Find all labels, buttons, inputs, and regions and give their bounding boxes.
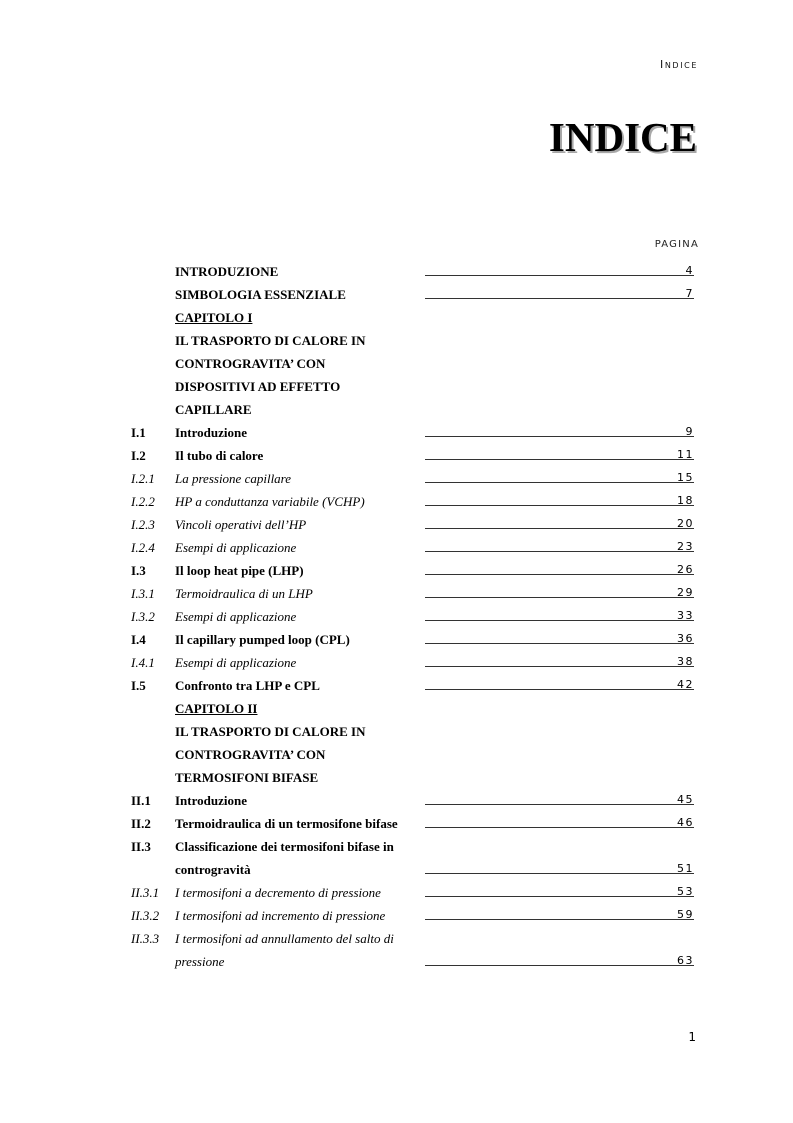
toc-entry-page: 63 [677, 954, 694, 967]
toc-entry-title: DISPOSITIVI AD EFFETTO [175, 379, 341, 394]
toc-entry[interactable] [0, 768, 793, 791]
toc-entry[interactable] [0, 423, 793, 446]
toc-entry[interactable] [0, 308, 793, 331]
toc-entry-title: La pressione capillare [175, 471, 292, 486]
toc-entry-number: II.3 [131, 839, 151, 854]
toc-entry-number: II.3.1 [131, 885, 160, 900]
toc-entry[interactable] [0, 906, 793, 929]
toc-entry-number: I.4 [131, 632, 146, 647]
toc-entry-title: Classificazione dei termosifoni bifase in [175, 839, 394, 854]
toc-entry[interactable] [0, 630, 793, 653]
toc-entry-page: 42 [677, 678, 694, 691]
toc-entry-title: controgravità [175, 862, 251, 877]
toc-entry-title: Introduzione [175, 425, 247, 440]
toc-entry-page: 45 [677, 793, 694, 806]
toc-entry-page: 26 [677, 563, 694, 576]
toc-entry[interactable] [0, 469, 793, 492]
toc-entry-number: I.2 [131, 448, 146, 463]
toc-entry-page: 18 [677, 494, 694, 507]
toc-entry[interactable] [0, 607, 793, 630]
toc-entry-title: Il loop heat pipe (LHP) [175, 563, 304, 578]
toc-entry-title: Termoidraulica di un termosifone bifase [175, 816, 398, 831]
toc-entry-title: INTRODUZIONE [175, 264, 279, 279]
toc-leader-line [425, 689, 694, 690]
toc-entry-number: I.2.2 [131, 494, 155, 509]
toc-entry[interactable] [0, 952, 793, 975]
toc-entry-title: Confronto tra LHP e CPL [175, 678, 320, 693]
toc-entry[interactable] [0, 653, 793, 676]
toc-entry[interactable] [0, 584, 793, 607]
toc-entry-title: I termosifoni ad incremento di pressione [175, 908, 386, 923]
toc-entry[interactable] [0, 377, 793, 400]
toc-entry-page: 29 [677, 586, 694, 599]
table-of-contents [0, 262, 793, 975]
toc-entry-number: I.2.1 [131, 471, 155, 486]
toc-leader-line [425, 666, 694, 667]
toc-entry[interactable] [0, 722, 793, 745]
toc-entry[interactable] [0, 791, 793, 814]
toc-entry-title: CAPILLARE [175, 402, 252, 417]
toc-leader-line [425, 873, 694, 874]
toc-entry-page: 46 [677, 816, 694, 829]
toc-entry-number: II.1 [131, 793, 151, 808]
toc-leader-line [425, 643, 694, 644]
toc-leader-line [425, 505, 694, 506]
toc-entry[interactable] [0, 929, 793, 952]
toc-entry-title: pressione [175, 954, 225, 969]
toc-entry-page: 9 [685, 425, 694, 438]
toc-entry[interactable] [0, 262, 793, 285]
toc-entry-title: Esempi di applicazione [175, 609, 297, 624]
toc-leader-line [425, 620, 694, 621]
toc-leader-line [425, 574, 694, 575]
toc-entry[interactable] [0, 538, 793, 561]
toc-entry-number: I.5 [131, 678, 146, 693]
toc-entry-title: CAPITOLO II [175, 701, 258, 716]
toc-entry-title: IL TRASPORTO DI CALORE IN [175, 333, 366, 348]
toc-leader-line [425, 459, 694, 460]
toc-entry[interactable] [0, 515, 793, 538]
toc-entry-number: I.3 [131, 563, 146, 578]
toc-entry-number: I.3.1 [131, 586, 155, 601]
toc-entry-title: Vincoli operativi dell’HP [175, 517, 307, 532]
toc-entry[interactable] [0, 699, 793, 722]
toc-entry[interactable] [0, 676, 793, 699]
toc-leader-line [425, 551, 694, 552]
toc-leader-line [425, 528, 694, 529]
toc-entry-title: IL TRASPORTO DI CALORE IN [175, 724, 366, 739]
toc-entry-number: II.3.2 [131, 908, 160, 923]
toc-entry[interactable] [0, 492, 793, 515]
toc-entry-title: Esempi di applicazione [175, 540, 297, 555]
toc-entry-number: I.2.4 [131, 540, 155, 555]
toc-entry[interactable] [0, 561, 793, 584]
toc-entry[interactable] [0, 745, 793, 768]
toc-leader-line [425, 298, 694, 299]
toc-entry-number: II.3.3 [131, 931, 160, 946]
toc-entry-number: I.2.3 [131, 517, 155, 532]
toc-entry[interactable] [0, 814, 793, 837]
toc-entry-title: I termosifoni ad annullamento del salto di [175, 931, 394, 946]
toc-entry[interactable] [0, 860, 793, 883]
toc-entry-title: I termosifoni a decremento di pressione [175, 885, 381, 900]
toc-entry-page: 36 [677, 632, 694, 645]
toc-entry-title: TERMOSIFONI BIFASE [175, 770, 319, 785]
toc-entry-title: Introduzione [175, 793, 247, 808]
page-number: 1 [688, 1030, 696, 1044]
toc-entry-page: 51 [677, 862, 694, 875]
toc-entry-title: CAPITOLO I [175, 310, 253, 325]
page-column-label: PAGINA [654, 239, 699, 250]
toc-entry-title: Il capillary pumped loop (CPL) [175, 632, 350, 647]
toc-entry-page: 4 [685, 264, 694, 277]
toc-entry[interactable] [0, 883, 793, 906]
page-title: INDICE [548, 114, 697, 160]
toc-leader-line [425, 919, 694, 920]
toc-entry[interactable] [0, 331, 793, 354]
toc-leader-line [425, 597, 694, 598]
toc-entry[interactable] [0, 285, 793, 308]
toc-leader-line [425, 482, 694, 483]
toc-entry-title: Il tubo di calore [175, 448, 264, 463]
toc-entry-number: II.2 [131, 816, 151, 831]
toc-leader-line [425, 436, 694, 437]
toc-entry-title: CONTROGRAVITA’ CON [175, 356, 326, 371]
toc-entry[interactable] [0, 446, 793, 469]
toc-leader-line [425, 804, 694, 805]
toc-entry-page: 53 [677, 885, 694, 898]
toc-entry-page: 11 [677, 448, 694, 461]
toc-entry-title: HP a conduttanza variabile (VCHP) [175, 494, 365, 509]
toc-entry-title: Esempi di applicazione [175, 655, 297, 670]
toc-leader-line [425, 896, 694, 897]
toc-leader-line [425, 965, 694, 966]
toc-leader-line [425, 275, 694, 276]
toc-entry-number: I.3.2 [131, 609, 155, 624]
toc-entry-page: 23 [677, 540, 694, 553]
toc-entry-number: I.1 [131, 425, 146, 440]
toc-entry-title: CONTROGRAVITA’ CON [175, 747, 326, 762]
toc-entry[interactable] [0, 400, 793, 423]
toc-entry-page: 38 [677, 655, 694, 668]
toc-entry-page: 20 [677, 517, 694, 530]
toc-entry-page: 33 [677, 609, 694, 622]
toc-entry-page: 7 [685, 287, 694, 300]
toc-entry-page: 59 [677, 908, 694, 921]
toc-leader-line [425, 827, 694, 828]
toc-entry-page: 15 [677, 471, 694, 484]
toc-entry[interactable] [0, 837, 793, 860]
running-header: Indice [660, 58, 698, 71]
toc-entry[interactable] [0, 354, 793, 377]
toc-entry-title: SIMBOLOGIA ESSENZIALE [175, 287, 346, 302]
toc-entry-title: Termoidraulica di un LHP [175, 586, 313, 601]
toc-entry-number: I.4.1 [131, 655, 155, 670]
